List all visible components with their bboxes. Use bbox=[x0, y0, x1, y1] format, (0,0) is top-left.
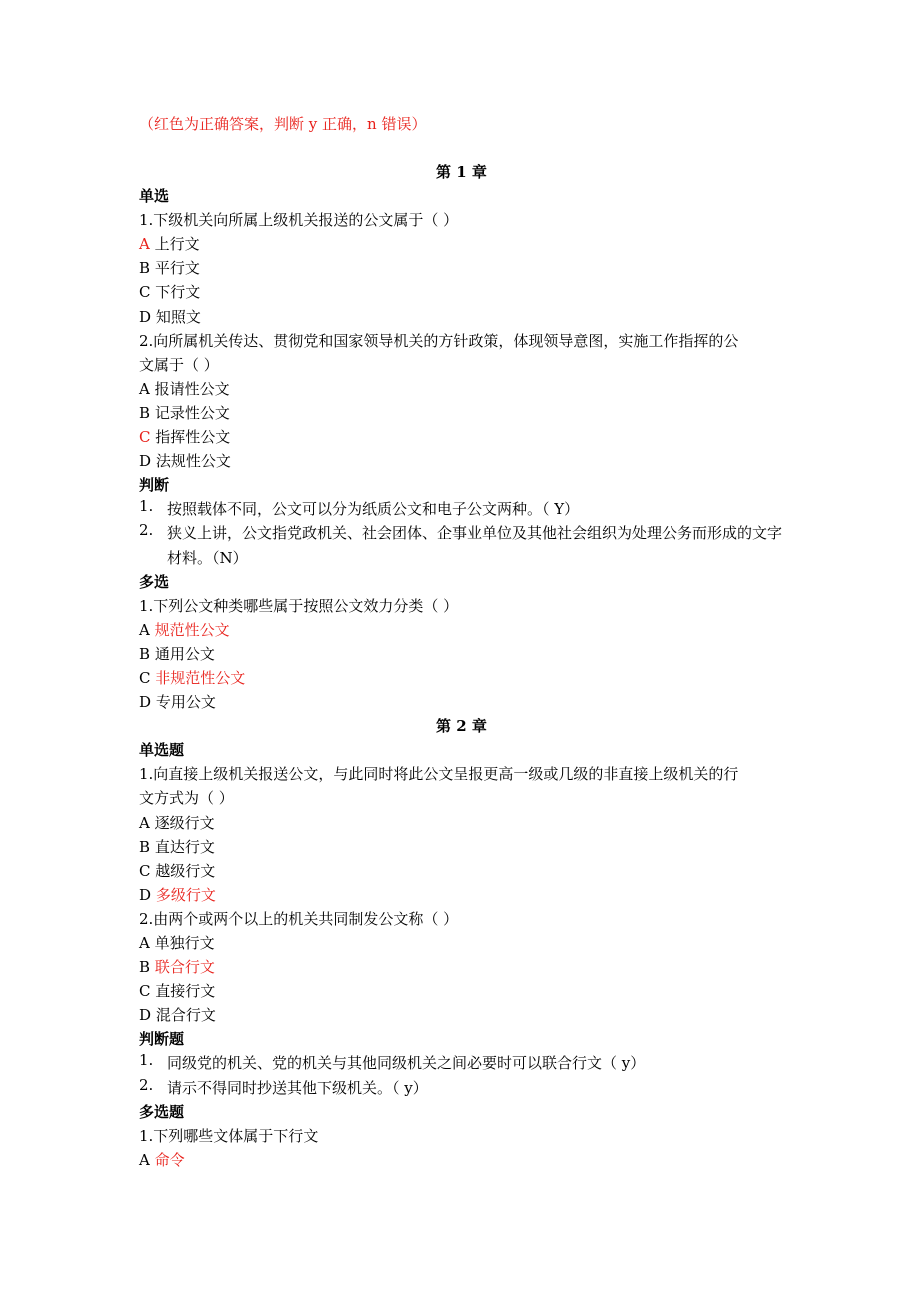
option-b bbox=[139, 955, 784, 979]
chapter-2-title: 第 2 章 bbox=[436, 717, 487, 736]
option-text: 下行文 bbox=[155, 283, 201, 302]
option-letter: A bbox=[139, 235, 150, 254]
question-text-line-2: 文方式为（ ） bbox=[139, 789, 234, 808]
option-letter: B bbox=[139, 837, 151, 856]
option-c bbox=[139, 859, 784, 883]
option-letter: C bbox=[139, 861, 151, 880]
option-text: 直接行文 bbox=[155, 982, 216, 1001]
option-text: 通用公文 bbox=[154, 644, 215, 663]
option-text: 直达行文 bbox=[154, 837, 215, 856]
option-text: 非规范性公文 bbox=[155, 668, 246, 687]
option-letter: D bbox=[139, 1006, 152, 1025]
option-c bbox=[139, 666, 784, 690]
option-a bbox=[139, 811, 784, 835]
option-text: 法规性公文 bbox=[155, 452, 231, 471]
option-letter: D bbox=[139, 307, 152, 326]
question-text: 1.下级机关向所属上级机关报送的公文属于（ ） bbox=[139, 211, 459, 230]
judge-item-text: 同级党的机关、党的机关与其他同级机关之间必要时可以联合行文（ y） bbox=[167, 1054, 646, 1073]
option-text: 专用公文 bbox=[155, 693, 216, 712]
option-text: 逐级行文 bbox=[154, 813, 215, 832]
spacer bbox=[139, 137, 784, 160]
option-c bbox=[139, 979, 784, 1003]
option-text: 混合行文 bbox=[155, 1006, 216, 1025]
option-letter: A bbox=[139, 813, 150, 832]
option-d bbox=[139, 690, 784, 714]
option-d bbox=[139, 305, 784, 329]
option-letter: B bbox=[139, 958, 151, 977]
judge-item bbox=[139, 521, 784, 569]
question-text-line-1: 1.向直接上级机关报送公文，与此同时将此公文呈报更高一级或几级的非直接上级机关的行 bbox=[139, 765, 739, 784]
option-text: 单独行文 bbox=[154, 934, 215, 952]
option-text: 上行文 bbox=[154, 235, 200, 254]
judge-item bbox=[139, 1051, 784, 1075]
option-text: 多级行文 bbox=[155, 885, 216, 904]
question-text-line-2: 文属于（ ） bbox=[139, 355, 219, 374]
option-letter: D bbox=[139, 452, 152, 471]
option-letter: B bbox=[139, 644, 151, 663]
option-letter: A bbox=[139, 1150, 150, 1169]
option-b bbox=[139, 256, 784, 280]
option-text: 指挥性公文 bbox=[155, 428, 231, 447]
option-letter: B bbox=[139, 259, 151, 278]
judge-item-text: 狭义上讲，公文指党政机关、社会团体、企事业单位及其他社会组织为处理公务而形成的文字材料。（N） bbox=[167, 524, 783, 567]
option-b bbox=[139, 835, 784, 859]
option-letter: A bbox=[139, 934, 150, 952]
option-letter: D bbox=[139, 885, 152, 904]
option-c bbox=[139, 425, 784, 449]
option-letter: C bbox=[139, 283, 151, 302]
question-text: 2.由两个或两个以上的机关共同制发公文称（ ） bbox=[139, 909, 459, 928]
option-letter: D bbox=[139, 693, 152, 712]
option-text: 命令 bbox=[154, 1150, 185, 1169]
question-text: 1.下列公文种类哪些属于按照公文效力分类（ ） bbox=[139, 596, 459, 615]
option-letter: B bbox=[139, 403, 151, 422]
option-a bbox=[139, 232, 784, 256]
chapter-1-title: 第 1 章 bbox=[436, 163, 487, 181]
judge-item-number: 1. bbox=[139, 497, 154, 516]
option-a bbox=[139, 618, 784, 642]
option-text: 记录性公文 bbox=[154, 403, 230, 422]
answer-key-note: （红色为正确答案，判断 y 正确，n 错误） bbox=[139, 115, 427, 133]
option-letter: C bbox=[139, 668, 151, 687]
judge-item-number: 2. bbox=[139, 521, 154, 540]
option-a bbox=[139, 1148, 784, 1172]
judge-item bbox=[139, 497, 784, 521]
option-letter: C bbox=[139, 982, 151, 1001]
document-page bbox=[139, 112, 784, 1172]
option-letter: A bbox=[139, 379, 150, 398]
option-letter: A bbox=[139, 620, 150, 639]
option-c bbox=[139, 280, 784, 304]
judge-item bbox=[139, 1076, 784, 1100]
section-heading-judge: 判断 bbox=[139, 476, 170, 495]
question-text-line-1: 2.向所属机关传达、贯彻党和国家领导机关的方针政策，体现领导意图，实施工作指挥的公 bbox=[139, 331, 739, 350]
question-text: 1.下列哪些文体属于下行文 bbox=[139, 1126, 319, 1145]
option-text: 知照文 bbox=[155, 307, 201, 326]
option-text: 越级行文 bbox=[155, 861, 216, 880]
section-heading-multi: 多选 bbox=[139, 572, 170, 591]
judge-item-text: 请示不得同时抄送其他下级机关。（ y） bbox=[167, 1078, 428, 1097]
section-heading-judge: 判断题 bbox=[139, 1030, 185, 1049]
judge-item-number: 1. bbox=[139, 1051, 154, 1070]
option-b bbox=[139, 401, 784, 425]
option-text: 规范性公文 bbox=[154, 620, 230, 639]
option-a bbox=[139, 377, 784, 401]
option-d bbox=[139, 883, 784, 907]
option-text: 联合行文 bbox=[154, 958, 215, 977]
option-letter: C bbox=[139, 428, 151, 447]
option-a bbox=[139, 931, 784, 955]
option-d bbox=[139, 449, 784, 473]
option-text: 平行文 bbox=[154, 259, 200, 278]
option-b bbox=[139, 642, 784, 666]
judge-item-text: 按照载体不同，公文可以分为纸质公文和电子公文两种。（ Y） bbox=[167, 500, 580, 519]
section-heading-multi: 多选题 bbox=[139, 1102, 185, 1121]
option-text: 报请性公文 bbox=[154, 379, 230, 398]
section-heading-single: 单选题 bbox=[139, 741, 185, 760]
option-d bbox=[139, 1003, 784, 1027]
section-heading-single: 单选 bbox=[139, 187, 170, 206]
judge-item-number: 2. bbox=[139, 1075, 154, 1094]
